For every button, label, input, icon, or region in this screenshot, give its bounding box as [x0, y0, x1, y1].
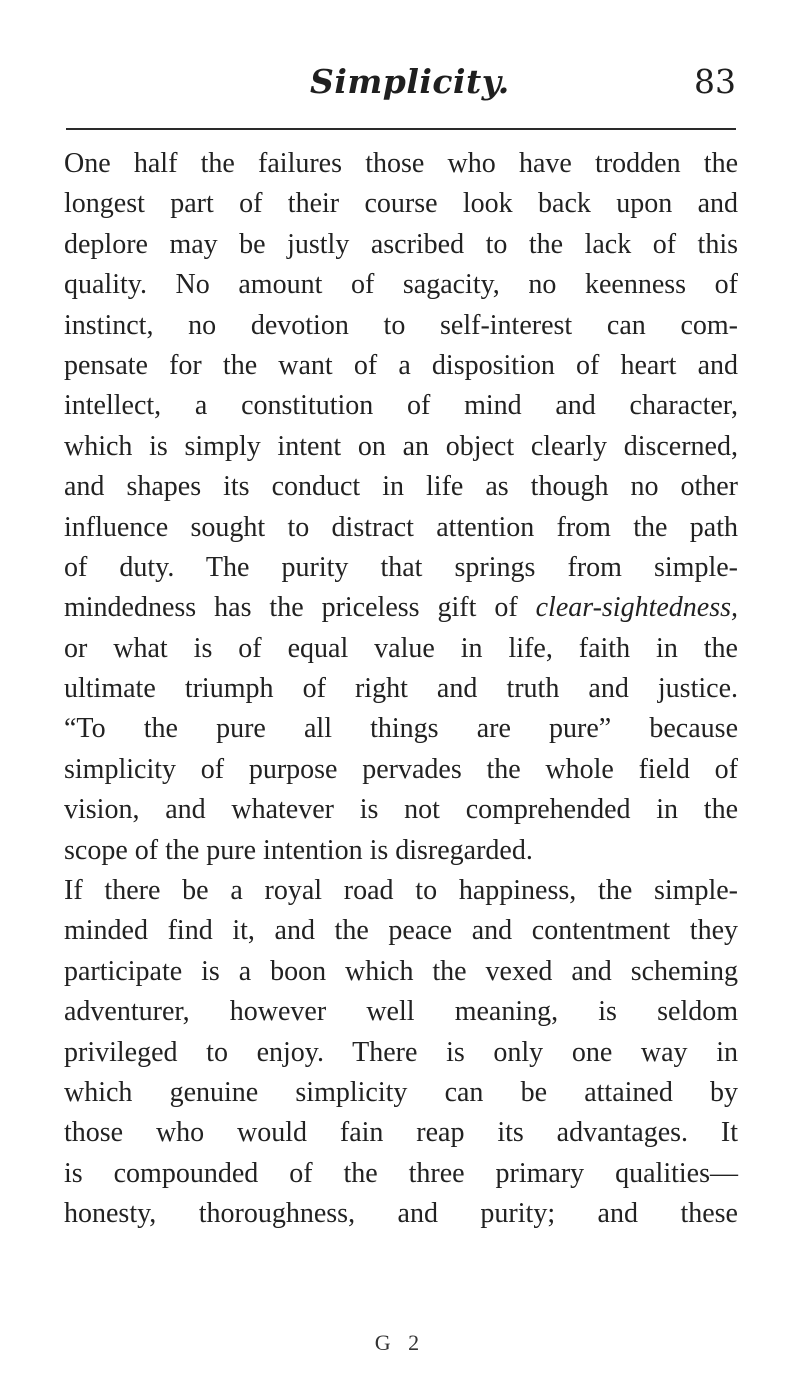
text-line: participate is a boon which the vexed and scheming [64, 955, 738, 987]
text-line: adventurer, however well meaning, is seldom [64, 996, 738, 1028]
text-line: “To the pure all things are pure” because [64, 713, 738, 745]
header-rule [66, 128, 736, 130]
running-title: Simplicity. [310, 62, 510, 101]
text-line: simplicity of purpose pervades the whole field of [64, 753, 738, 785]
italic-phrase: clear-sightedness, [535, 592, 739, 624]
text-line-prefix: mindedness has the priceless gift of [64, 592, 518, 624]
text-line: ultimate triumph of right and truth and justice. [64, 673, 738, 705]
running-head [64, 62, 736, 112]
text-line: those who would fain reap its advantages. It [64, 1117, 738, 1149]
text-line: and shapes its conduct in life as though no other [64, 471, 738, 503]
text-line: or what is of equal value in life, faith in the [64, 632, 738, 664]
text-line: scope of the pure intention is disregarded. [64, 834, 533, 866]
text-line: If there be a royal road to happiness, the simple- [64, 875, 738, 907]
text-line: privileged to enjoy. There is only one way in [64, 1036, 738, 1068]
text-line: instinct, no devotion to self-interest can com- [64, 309, 738, 341]
signature-mark: G 2 [374, 1330, 426, 1355]
text-line: vision, and whatever is not comprehended in the [64, 794, 738, 826]
text-line: pensate for the want of a disposition of heart and [64, 349, 738, 381]
text-line: One half the failures those who have trodden the [64, 148, 738, 179]
text-line-with-italic [64, 588, 738, 628]
body-text [64, 144, 738, 1235]
text-line: which genuine simplicity can be attained by [64, 1076, 738, 1108]
text-line: longest part of their course look back upon and [64, 188, 738, 220]
text-line: quality. No amount of sagacity, no keenness of [64, 269, 738, 301]
text-line: of duty. The purity that springs from simple- [64, 551, 738, 583]
text-line: is compounded of the three primary qualities— [64, 1157, 738, 1189]
text-line: intellect, a constitution of mind and character, [64, 390, 738, 422]
text-line: influence sought to distract attention from the path [64, 511, 738, 543]
text-line: deplore may be justly ascribed to the lack of this [64, 228, 738, 260]
page-number: 83 [694, 62, 736, 101]
text-line: honesty, thoroughness, and purity; and these [64, 1198, 738, 1230]
text-line: which is simply intent on an object clearly discerned, [64, 430, 738, 462]
text-line: minded find it, and the peace and contentment they [64, 915, 738, 947]
